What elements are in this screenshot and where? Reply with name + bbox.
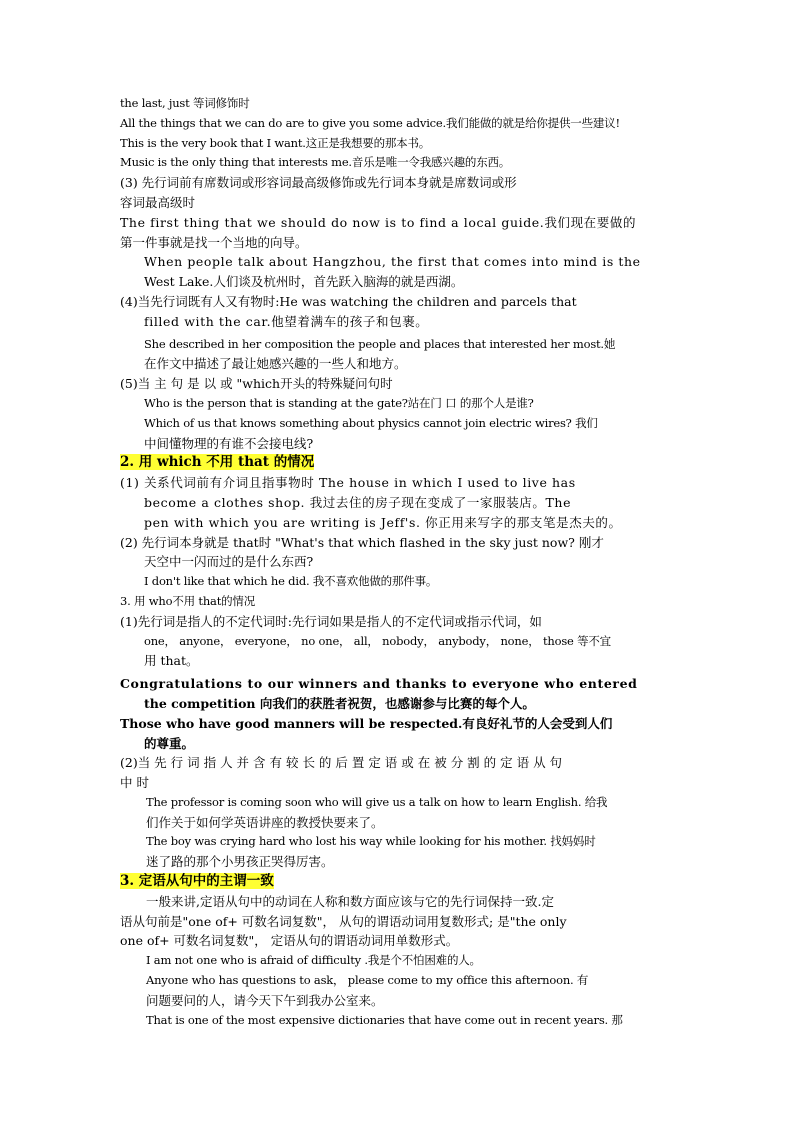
text-line: one， anyone， everyone， no one， all， nobody， anybody， none， those 等不宜 [144,633,611,648]
text-line: become a clothes shop. 我过去住的房子现在变成了一家服装店。The [144,494,572,510]
section-heading [120,453,675,473]
text-line: Who is the person that is standing at the gate?站在门 口 的那个人是谁? [144,395,534,410]
text-line: Which of us that knows something about physics cannot join electric wires? 我们 [144,415,598,430]
text-line: (3) 先行词前有席数词或形容词最高级修饰或先行词本身就是席数词或形 [120,175,517,191]
text-line: Those who have good manners will be respected.有良好礼节的人会受到人们 [120,715,613,731]
highlighted-heading: 2. 用 which 不用 that 的情况 [120,454,315,471]
highlighted-heading: 3. 定语从句中的主谓一致 [120,873,274,890]
text-line: 用 that。 [144,653,199,669]
text-line: 在作文中描述了最让她感兴趣的一些人和地方。 [144,356,407,372]
text-line: I am not one who is afraid of difficulty .我是个不怕困难的人。 [146,953,481,968]
text-line: (4)当先行词既有人又有物时:He was watching the children and parcels that [120,293,577,309]
text-line: pen with which you are writing is Jeff's. 你正用来写字的那支笔是杰夫的。 [144,514,622,530]
text-line: the last, just 等词修饰时 [120,96,250,110]
text-line: 3. 用 who不用 that的情况 [120,593,256,608]
text-line: (2) 先行词本身就是 that时 "What's that which flashed in the sky just now? 刚才 [120,534,604,550]
text-line: That is one of the most expensive dictionaries that have come out in recent years. 那 [146,1012,623,1027]
text-line: The boy was crying hard who lost his way while looking for his mother. 找妈妈时 [146,834,596,849]
text-line: She described in her composition the people and places that interested her most.她 [144,336,616,351]
text-line: 容词最高级时 [120,194,196,210]
text-line: Music is the only thing that interests me.音乐是唯一令我感兴趣的东西。 [120,155,511,170]
text-line: the competition 向我们的获胜者祝贺，也感谢参与比赛的每个人。 [144,695,535,711]
text-line: 迷了路的那个小男孩正哭得厉害。 [146,854,334,870]
text-line: The first thing that we should do now is to find a local guide.我们现在要做的 [120,214,637,230]
text-line: The professor is coming soon who will give us a talk on how to learn English. 给我 [146,794,608,809]
document-page [120,94,675,1030]
text-line: This is the very book that I want.这正是我想要的那本书。 [120,135,431,150]
text-line: All the things that we can do are to give you some advice.我们能做的就是给你提供一些建议! [120,115,620,130]
text-line: 第一件事就是找一个当地的向导。 [120,234,308,250]
text-line: West Lake.人们谈及杭州时，首先跃入脑海的就是西湖。 [144,274,464,290]
text-line: 问题要问的人，请今天下午到我办公室来。 [146,992,384,1008]
text-line: one of+ 可数名词复数"， 定语从句的谓语动词用单数形式。 [120,933,459,949]
text-line: (2)当 先 行 词 指 人 并 含 有 较 长 的 后 置 定 语 或 在 被 分 割 的 定 语 从 句 [120,755,563,771]
text-line: 们作关于如何学英语讲座的教授快要来了。 [146,814,384,830]
text-line: (1)先行词是指人的不定代词时:先行词如果是指人的不定代词或指示代词，如 [120,613,542,629]
text-line: I don't like that which he did. 我不喜欢他做的那件事。 [144,574,438,589]
text-line: (5)当 主 句 是 以 或 "which开头的特殊疑问句时 [120,376,393,392]
text-line: (1) 关系代词前有介词且指事物时 The house in which I used to live has [120,475,576,491]
text-line: Anyone who has questions to ask， please come to my office this afternoon. 有 [146,973,589,988]
text-line: 的尊重。 [144,735,195,751]
text-line: When people talk about Hangzhou, the first that comes into mind is the [144,254,641,270]
section-heading [120,872,675,892]
text-line: 天空中一闪而过的是什么东西? [144,554,314,570]
text-line: filled with the car.他望着满车的孩子和包裹。 [144,313,429,329]
text-line: 中 时 [120,775,149,791]
text-line: 中间懂物理的有谁不会接电线? [144,435,314,451]
text-line: 一般来讲,定语从句中的动词在人称和数方面应该与它的先行词保持一致.定 [146,893,554,909]
text-line: Congratulations to our winners and thanks to everyone who entered [120,676,638,692]
text-line: 语从句前是"one of+ 可数名词复数"， 从句的谓语动词用复数形式; 是"the only [120,913,567,929]
